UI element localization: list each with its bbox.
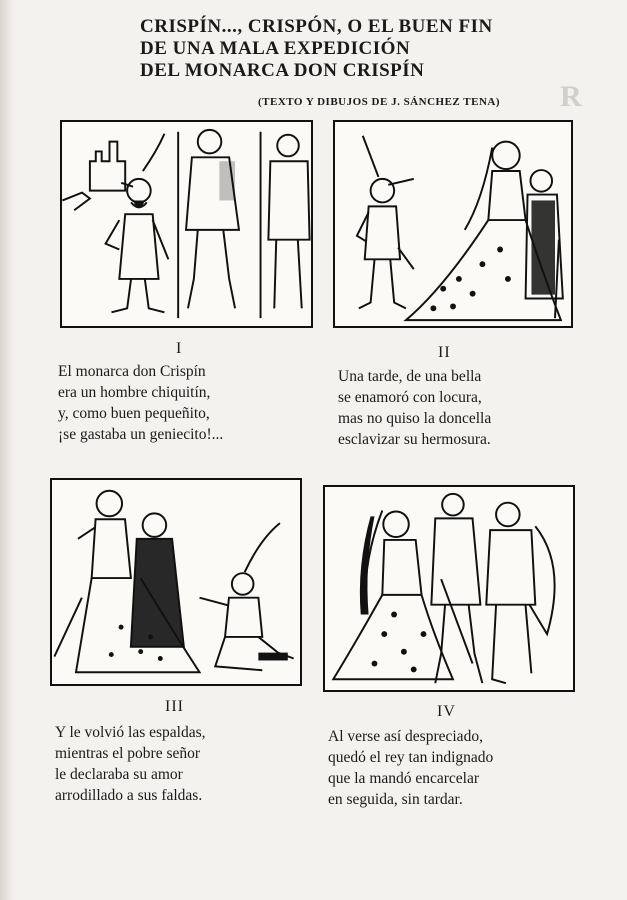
verse-line: era un hombre chiquitín, xyxy=(58,384,211,401)
verse-line: Una tarde, de una bella xyxy=(338,368,482,385)
panel-2-verse xyxy=(338,366,491,450)
verse-line: esclavizar su hermosura. xyxy=(338,431,491,448)
panel-3-numeral: III xyxy=(165,698,184,715)
author-credit: (TEXTO Y DIBUJOS DE J. SÁNCHEZ TENA) xyxy=(258,96,501,108)
page-title xyxy=(140,16,540,82)
title-line-1: CRISPÍN..., CRISPÓN, O EL BUEN FIN xyxy=(140,16,493,37)
panel-1-drawing xyxy=(62,122,311,326)
verse-line: en seguida, sin tardar. xyxy=(328,791,463,808)
verse-line: que la mandó encarcelar xyxy=(328,770,480,787)
panel-3-drawing xyxy=(52,480,300,684)
verse-line: mas no quiso la doncella xyxy=(338,410,492,427)
verse-line: y, como buen pequeñito, xyxy=(58,405,210,422)
verse-line: se enamoró con locura, xyxy=(338,389,482,406)
panel-1-verse xyxy=(58,361,223,445)
verse-line: Al verse así despreciado, xyxy=(328,728,483,745)
panel-4-numeral: IV xyxy=(437,703,456,720)
title-line-3: DEL MONARCA DON CRISPÍN xyxy=(140,60,425,81)
page-edge-shadow xyxy=(0,0,14,900)
panel-3-illustration xyxy=(50,478,302,686)
verse-line: quedó el rey tan indignado xyxy=(328,749,494,766)
panel-1-illustration xyxy=(60,120,313,328)
verse-line: El monarca don Crispín xyxy=(58,363,206,380)
panel-4-verse xyxy=(328,726,493,810)
panel-4-illustration xyxy=(323,485,575,692)
verse-line: Y le volvió las espaldas, xyxy=(55,724,206,741)
panel-1-numeral: I xyxy=(176,340,183,357)
verse-line: ¡se gastaba un geniecito!... xyxy=(58,426,224,443)
panel-2-illustration xyxy=(333,120,573,328)
title-line-2: DE UNA MALA EXPEDICIÓN xyxy=(140,38,411,59)
verse-line: arrodillado a sus faldas. xyxy=(55,787,203,804)
verse-line: le declaraba su amor xyxy=(55,766,183,783)
panel-2-numeral: II xyxy=(438,344,451,361)
verse-line: mientras el pobre señor xyxy=(55,745,201,762)
panel-2-drawing xyxy=(335,122,571,326)
panel-3-verse xyxy=(55,722,206,806)
bleed-through-mark: R xyxy=(560,80,582,113)
panel-4-drawing xyxy=(325,487,573,690)
